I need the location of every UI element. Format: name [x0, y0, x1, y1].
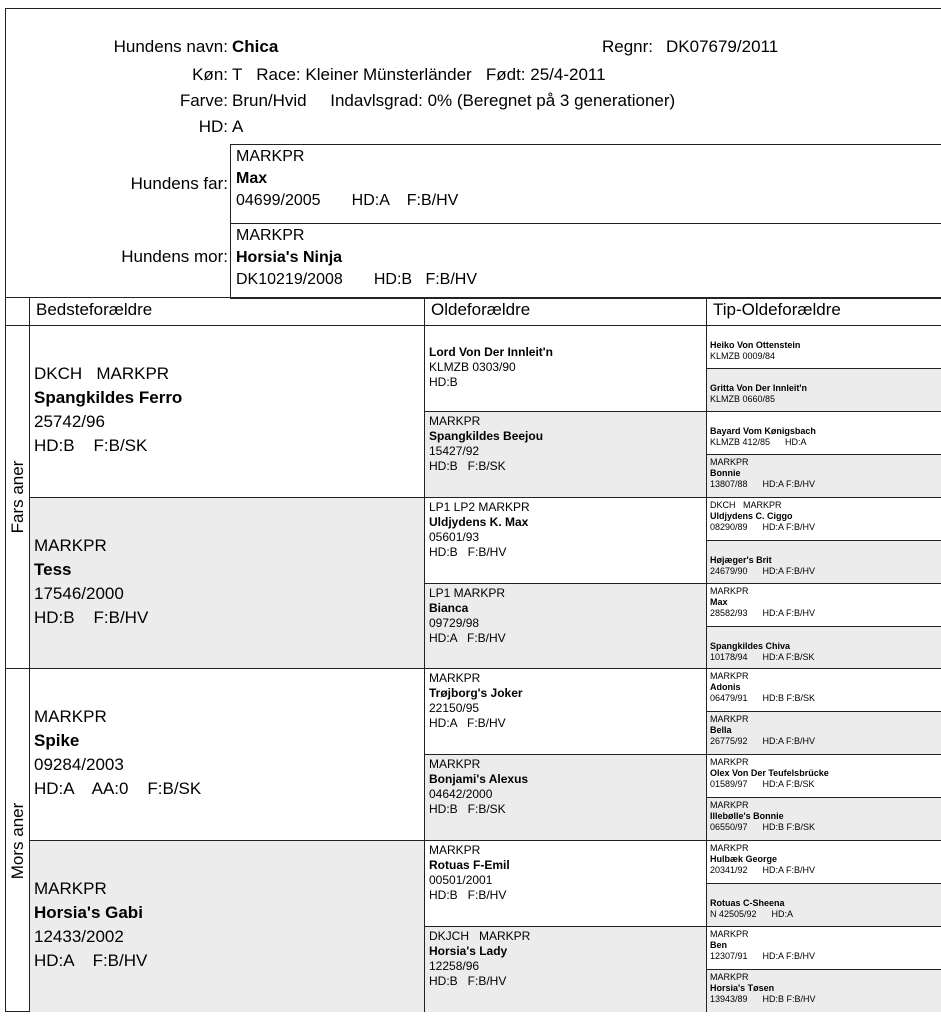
fars-aner-label: Fars aner [6, 325, 29, 668]
father-name: Max [236, 170, 268, 187]
mother-label: Hundens mor: [121, 247, 228, 266]
ggp-6: Højæger's Brit 24679/90 HD:A F:B/HV [707, 540, 941, 583]
column-great-great-grandparents [706, 298, 941, 1012]
dog-header [5, 8, 941, 298]
great-grandparent-7: MARKPR Rotuas F-Emil 00501/2001 HD:B F:B/HV [425, 840, 707, 926]
ggp-11: MARKPR Olex Von Der Teufelsbrücke 01589/97 HD:A F:B/SK [707, 754, 941, 797]
great-grandparent-1: Lord Von Der Innleit'n KLMZB 0303/90 HD:B [425, 325, 707, 411]
mors-aner-label: Mors aner [6, 668, 29, 1012]
great-grandparent-2: MARKPR Spangkildes Beejou 15427/92 HD:B F:B/SK [425, 411, 707, 497]
great-grandparent-4: LP1 MARKPR Bianca 09729/98 HD:A F:B/HV [425, 583, 707, 668]
mother-info: DK10219/2008 HD:B F:B/HV [236, 271, 477, 288]
ggp-15: MARKPR Ben 12307/91 HD:A F:B/HV [707, 926, 941, 969]
header-great-great-grandparents: Tip-Oldeforældre [713, 300, 841, 319]
mother-name: Horsia's Ninja [236, 249, 343, 266]
column-grandparents [29, 298, 424, 1012]
mother-box [230, 223, 941, 299]
father-title: MARKPR [236, 148, 305, 165]
grandparent-4: MARKPR Horsia's Gabi 12433/2002 HD:A F:B/HV [30, 840, 425, 1012]
regnr-label: Regnr: [602, 37, 654, 56]
ggp-16: MARKPR Horsia's Tøsen 13943/89 HD:B F:B/HV [707, 969, 941, 1012]
grandparent-3: MARKPR Spike 09284/2003 HD:A AA:0 F:B/SK [30, 668, 425, 840]
regnr-value: DK07679/2011 [666, 37, 779, 56]
grandparent-2: MARKPR Tess 17546/2000 HD:B F:B/HV [30, 497, 425, 668]
ggp-14: Rotuas C-Sheena N 42505/92 HD:A [707, 883, 941, 926]
ggp-8: Spangkildes Chiva 10178/94 HD:A F:B/SK [707, 626, 941, 668]
mother-title: MARKPR [236, 227, 305, 244]
hd-label: HD: [198, 117, 228, 136]
ggp-7: MARKPR Max 28582/93 HD:A F:B/HV [707, 583, 941, 626]
father-info: 04699/2005 HD:A F:B/HV [236, 192, 459, 209]
sex-label: Køn: [192, 65, 228, 84]
ggp-4: MARKPR Bonnie 13807/88 HD:A F:B/HV [707, 454, 941, 497]
father-label: Hundens far: [130, 174, 228, 193]
pedigree-grid [5, 298, 941, 1012]
ggp-9: MARKPR Adonis 06479/91 HD:B F:B/SK [707, 668, 941, 711]
father-box [230, 144, 941, 224]
great-grandparent-5: MARKPR Trøjborg's Joker 22150/95 HD:A F:B/HV [425, 668, 707, 754]
grandparent-1: DKCH MARKPR Spangkildes Ferro 25742/96 HD:B F:B/SK [30, 325, 425, 497]
color-label: Farve: [179, 91, 228, 110]
ggp-12: MARKPR Illebølle's Bonnie 06550/97 HD:B F:B/SK [707, 797, 941, 840]
ggp-13: MARKPR Hulbæk George 20341/92 HD:A F:B/HV [707, 840, 941, 883]
great-grandparent-3: LP1 LP2 MARKPR Uldjydens K. Max 05601/93 HD:B F:B/HV [425, 497, 707, 583]
name-label: Hundens navn: [113, 37, 228, 56]
column-great-grandparents [424, 298, 706, 1012]
great-grandparent-8: DKJCH MARKPR Horsia's Lady 12258/96 HD:B F:B/HV [425, 926, 707, 1012]
color-inbreeding: Brun/Hvid Indavlsgrad: 0% (Beregnet på 3 generationer) [232, 91, 676, 110]
great-grandparent-6: MARKPR Bonjami's Alexus 04642/2000 HD:B F:B/SK [425, 754, 707, 840]
ggp-2: Gritta Von Der Innleit'n KLMZB 0660/85 [707, 368, 941, 411]
ggp-10: MARKPR Bella 26775/92 HD:A F:B/HV [707, 711, 941, 754]
sex-breed-born: T Race: Kleiner Münsterländer Født: 25/4-2011 [232, 65, 606, 84]
hd-value: A [232, 117, 244, 136]
header-great-grandparents: Oldeforældre [431, 300, 531, 319]
header-grandparents: Bedsteforældre [36, 300, 153, 319]
ggp-1: Heiko Von Ottenstein KLMZB 0009/84 [707, 325, 941, 368]
dog-name: Chica [232, 37, 279, 56]
ggp-5: DKCH MARKPR Uldjydens C. Ciggo 08290/89 HD:A F:B/HV [707, 497, 941, 540]
ggp-3: Bayard Vom Kønigsbach KLMZB 412/85 HD:A [707, 411, 941, 454]
